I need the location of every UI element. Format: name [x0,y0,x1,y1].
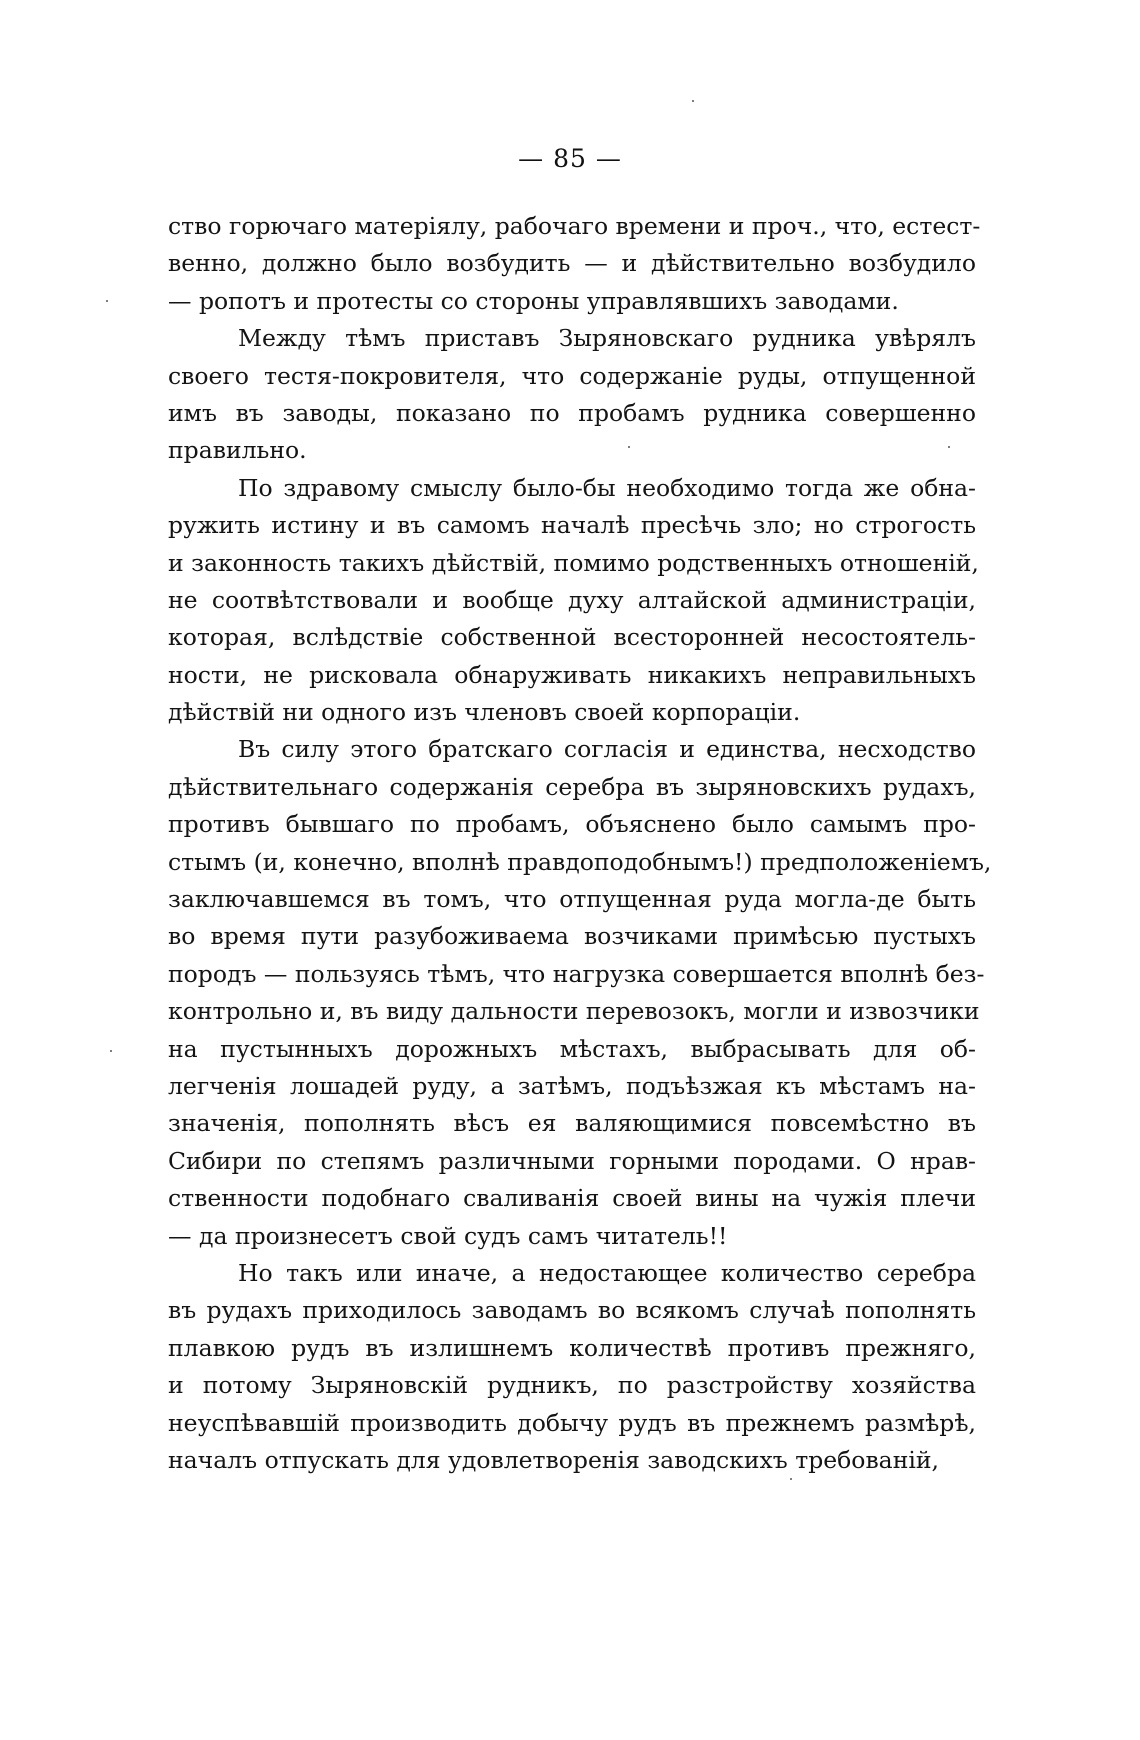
text-line: заключавшемся въ томъ, что отпущенная руда могла-де быть [168,885,976,914]
scan-speck [692,100,694,102]
text-line: ности, не рисковала обнаруживать никакихъ неправильныхъ [168,660,976,689]
scan-speck [948,446,950,448]
text-line: стымъ (и, конечно, вполнѣ правдоподобнымъ!) предположеніемъ, [168,847,992,876]
text-line: и потому Зыряновскій рудникъ, по разстройству хозяйства [168,1371,976,1400]
text-line: во время пути разубоживаема возчиками примѣсью пустыхъ [168,922,976,951]
text-line: правильно. [168,436,307,465]
text-line: венно, должно было возбудить — и дѣйствительно возбудило [168,249,976,278]
text-line: Между тѣмъ приставъ Зыряновскаго рудника увѣрялъ [238,324,976,353]
text-line: — да произнесетъ свой судъ самъ читатель!! [168,1221,728,1250]
text-line: имъ въ заводы, показано по пробамъ рудника совершенно [168,398,976,427]
body-text [168,208,992,1479]
text-line: легченія лошадей руду, а затѣмъ, подъѣзжая къ мѣстамъ на- [168,1071,976,1100]
text-line: неуспѣвавшій производить добычу рудъ въ прежнемъ размѣрѣ, [168,1408,976,1437]
text-line: не соотвѣтствовали и вообще духу алтайской администраціи, [168,585,976,614]
text-line: По здравому смыслу было-бы необходимо тогда же обна- [238,473,976,502]
text-line: которая, вслѣдствіе собственной всесторонней несостоятель- [168,623,976,652]
text-line: ружить истину и въ самомъ началѣ пресѣчь зло; но строгость [168,511,976,540]
text-line: противъ бывшаго по пробамъ, объяснено было самымъ про- [168,810,976,839]
scan-speck [110,1050,112,1052]
text-line: контрольно и, въ виду дальности перевозокъ, могли и извозчики [168,997,980,1026]
paragraph [168,470,979,732]
paragraph [168,208,981,320]
text-line: началъ отпускать для удовлетворенія заводскихъ требованій, [168,1445,940,1474]
text-line: на пустынныхъ дорожныхъ мѣстахъ, выбрасывать для об- [168,1034,976,1063]
text-line: дѣйствій ни одного изъ членовъ своей корпораціи. [168,698,801,727]
paragraph [168,320,976,470]
paragraph [168,731,992,1254]
paragraph [168,1255,976,1479]
scan-speck [106,300,108,302]
text-line: въ рудахъ приходилось заводамъ во всякомъ случаѣ пополнять [168,1296,976,1325]
text-line: Въ силу этого братскаго согласія и единства, несходство [238,735,976,764]
text-line: дѣйствительнаго содержанія серебра въ зыряновскихъ рудахъ, [168,772,976,801]
page-number: — 85 — [518,144,622,173]
text-line: и законность такихъ дѣйствій, помимо родственныхъ отношеній, [168,548,979,577]
text-line: породъ — пользуясь тѣмъ, что нагрузка совершается вполнѣ без- [168,959,985,988]
text-line: ственности подобнаго сваливанія своей вины на чужія плечи [168,1184,976,1213]
scan-speck [628,446,630,448]
text-line: плавкою рудъ въ излишнемъ количествѣ противъ прежняго, [168,1333,976,1362]
scan-speck [790,1478,792,1480]
text-line: ство горючаго матеріялу, рабочаго времени и проч., что, естест- [168,212,981,240]
text-line: Сибири по степямъ различными горными породами. О нрав- [168,1146,976,1175]
text-line: Но такъ или иначе, а недостающее количество серебра [238,1258,976,1287]
text-line: — ропотъ и протесты со стороны управлявшихъ заводами. [168,286,899,315]
text-line: своего тестя-покровителя, что содержаніе руды, отпущенной [168,361,976,390]
text-line: значенія, пополнять вѣсъ ея валяющимися повсемѣстно въ [168,1109,976,1138]
